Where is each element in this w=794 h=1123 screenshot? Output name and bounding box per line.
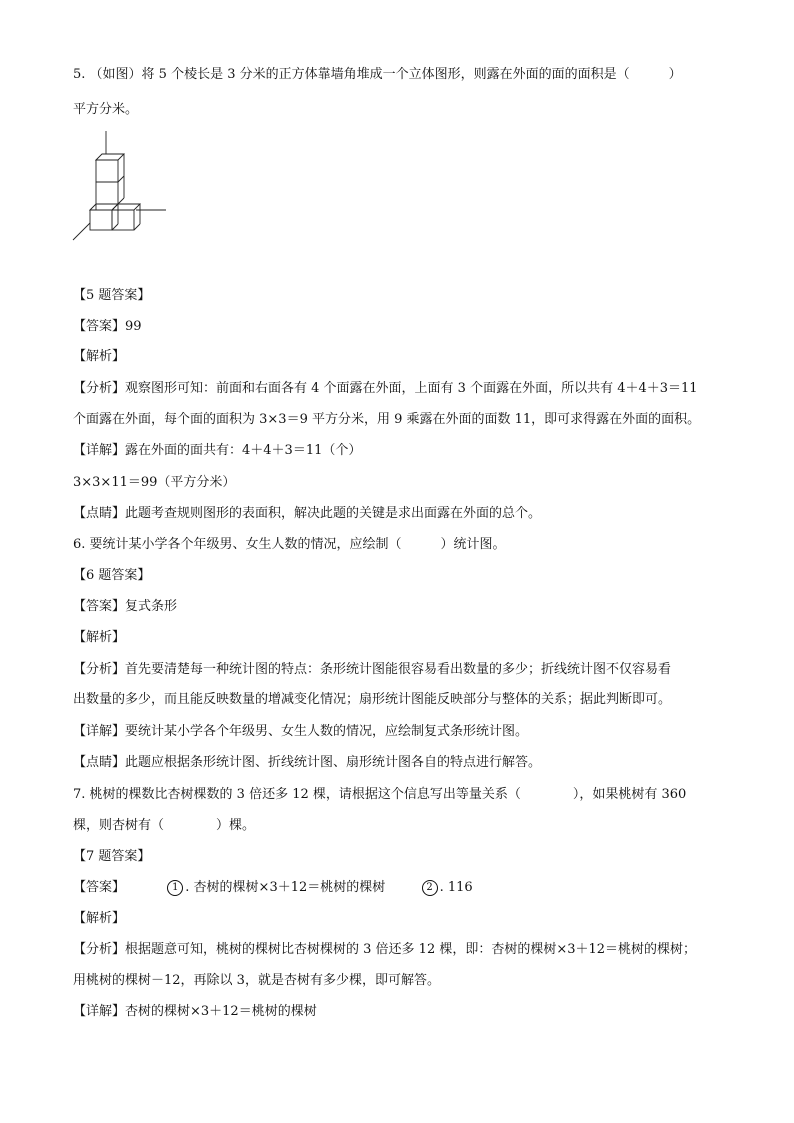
q5-stem-line2: 平方分米。 [73,102,139,117]
q5-stem-line1: 5. （如图）将 5 个棱长是 3 分米的正方体靠墙角堆成一个立体图形，则露在外面的面的面积是（ ） [73,67,682,82]
q6-dianjing: 【点睛】此题应根据条形统计图、折线统计图、扇形统计图各自的特点进行解答。 [73,755,542,770]
q6-xiangjie: 【详解】要统计某小学各个年级男、女生人数的情况，应绘制复式条形统计图。 [73,724,529,739]
q7-stem-line2: 棵，则杏树有（ ）棵。 [73,818,256,833]
q7-answer-label: 【答案】 [73,880,126,895]
q6-stem: 6. 要统计某小学各个年级男、女生人数的情况，应绘制（ ）统计图。 [73,537,506,552]
q5-fenxi-line2: 个面露在外面，每个面的面积为 3×3＝9 平方分米，用 9 乘露在外面的面数 11，即可求得露在外面的面积。 [73,412,701,427]
q6-fenxi-line2: 出数量的多少，而且能反映数量的增减变化情况；扇形统计图能反映部分与整体的关系；据此判断即可。 [73,692,672,707]
q6-answer-tag: 【6 题答案】 [73,568,151,583]
q7-xiangjie: 【详解】杏树的棵树×3＋12＝桃树的棵树 [73,1004,317,1019]
q5-answer-tag: 【5 题答案】 [73,288,151,303]
q5-xiangjie-line2: 3×3×11＝99（平方分米） [73,475,236,490]
q6-analysis-tag: 【解析】 [73,630,126,645]
circled-number-2: 2 [422,880,438,896]
q7-answer-row [73,879,473,897]
q7-analysis-tag: 【解析】 [73,911,126,926]
q5-dianjing: 【点睛】此题考查规则图形的表面积，解决此题的关键是求出面露在外面的总个。 [73,506,542,521]
q5-xiangjie-line1: 【详解】露在外面的面共有：4＋4＋3＝11（个） [73,443,362,458]
q6-fenxi-line1: 【分析】首先要清楚每一种统计图的特点：条形统计图能很容易看出数量的多少；折线统计图不仅容易看 [73,662,672,677]
q6-answer: 【答案】复式条形 [73,599,178,614]
q7-stem-line1: 7. 桃树的棵数比杏树棵数的 3 倍还多 12 棵，请根据这个信息写出等量关系（ ），如果桃树有 360 [73,787,687,802]
q7-answer-2: . 116 [439,880,473,895]
circled-number-1: 1 [167,880,183,896]
stacked-cubes-figure [70,126,170,241]
q7-fenxi-line1: 【分析】根据题意可知，桃树的棵树比杏树棵树的 3 倍还多 12 棵，即：杏树的棵树×3＋12＝桃树的棵树； [73,942,697,957]
q5-fenxi-line1: 【分析】观察图形可知：前面和右面各有 4 个面露在外面，上面有 3 个面露在外面，所以共有 4＋4＋3＝11 [73,381,698,396]
q5-analysis-tag: 【解析】 [73,349,126,364]
q7-answer-tag: 【7 题答案】 [73,849,151,864]
q7-fenxi-line2: 用桃树的棵树－12，再除以 3，就是杏树有多少棵，即可解答。 [73,973,440,988]
q7-answer-1: . 杏树的棵树×3＋12＝桃树的棵树 [185,880,386,895]
q5-answer: 【答案】99 [73,319,142,334]
